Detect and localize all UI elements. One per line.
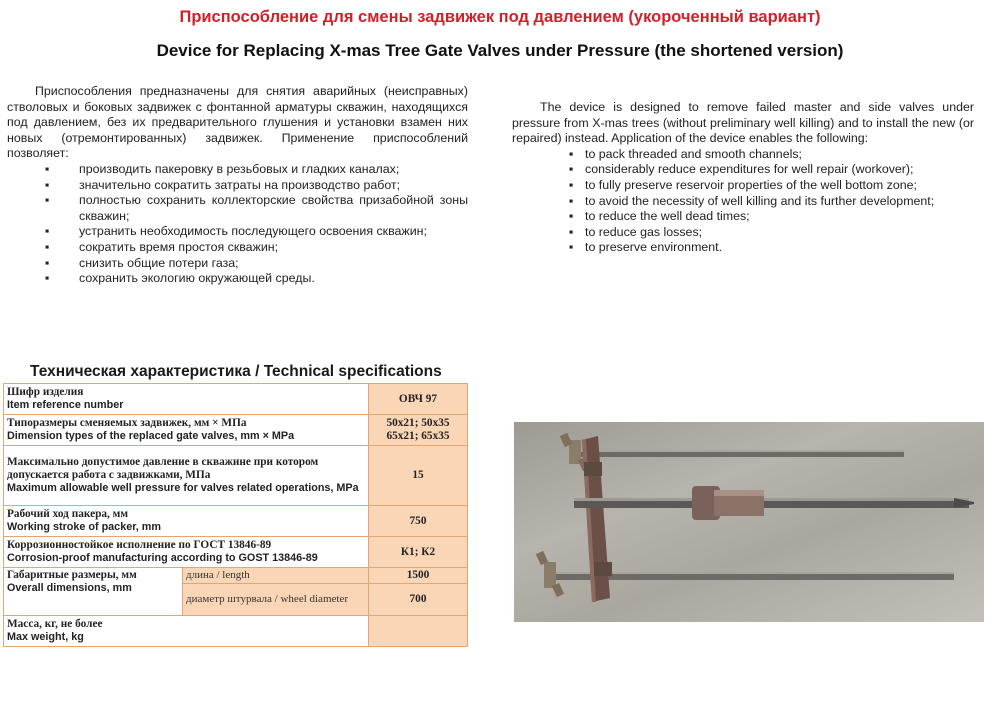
list-item: ▪ производить пакеровку в резьбовых и гладких каналах; [45,161,400,176]
list-item: ▪ полностью сохранить коллекторские свойства призабойной зоны скважин; [45,193,468,223]
list-item: ▪ снизить общие потери газа; [45,255,239,270]
device-photo-icon [514,422,984,622]
specs-title: Техническая характеристика / Technical specifications [30,363,442,380]
list-item: ▪ to reduce the well dead times; [569,209,750,224]
title-ru: Приспособление для смены задвижек под давлением (укороченный вариант) [179,8,821,26]
table-row: Габаритные размеры, мм Overall dimensions, mm длина / length 1500 [4,568,468,584]
title-en: Device for Replacing X-mas Tree Gate Valves under Pressure (the shortened version) [156,41,844,60]
table-row: диаметр штурвала / wheel diameter 700 [4,584,468,616]
list-item: ▪ considerably reduce expenditures for well repair (workover); [569,162,914,177]
table-row: Типоразмеры сменяемых задвижек, мм × МПа Dimension types of the replaced gate valves, mm × MPa 50х21; 50х35 65х21; 65х35 [4,415,468,446]
list-item: ▪ устранить необходимость последующего освоения скважин; [45,224,427,239]
specs-table [3,383,468,647]
ru-description [7,84,468,287]
table-row: Масса, кг, не более Max weight, kg [4,616,468,647]
ru-intro: Приспособления предназначены для снятия аварийных (неисправных) стволовых и боковых задвижек с фонтанной арматуры скважин, находящихся под давлением, без их предварительного глушения и установки взамен них новых (отремонтированных) задвижек. Применение приспособлений позволяет: [7,84,468,161]
list-item: ▪ to avoid the necessity of well killing and its further development; [569,193,935,208]
en-intro: The device is designed to remove failed master and side valves under pressure from X-mas trees (without preliminary well killing) and to install the new (or repaired) instead. Application of the device enables the following: [512,100,974,146]
en-bullet-list [512,147,974,256]
list-item: ▪ to fully preserve reservoir properties of the well bottom zone; [569,177,917,192]
list-item: ▪ значительно сократить затраты на производство работ; [45,177,401,192]
table-row: Коррозионностойкое исполнение по ГОСТ 13846-89 Corrosion-proof manufacturing according to GOST 13846-89 К1; К2 [4,537,468,568]
table-row: Максимально допустимое давление в скважине при котором допускается работа с задвижками, МПа Maximum allowable well pressure for valves related operations, MPa 15 [4,446,468,506]
table-row: Рабочий ход пакера, мм Working stroke of packer, mm 750 [4,506,468,537]
list-item: ▪ to preserve environment. [569,240,723,255]
ru-bullet-list [7,162,468,287]
list-item: ▪ сократить время простоя скважин; [45,239,279,254]
device-photo [514,422,984,622]
list-item: ▪ сохранить экологию окружающей среды. [45,271,315,286]
table-row: Шифр изделия Item reference number ОВЧ 97 [4,384,468,415]
en-description [512,100,974,256]
list-item: ▪ to pack threaded and smooth channels; [569,146,802,161]
list-item: ▪ to reduce gas losses; [569,224,703,239]
